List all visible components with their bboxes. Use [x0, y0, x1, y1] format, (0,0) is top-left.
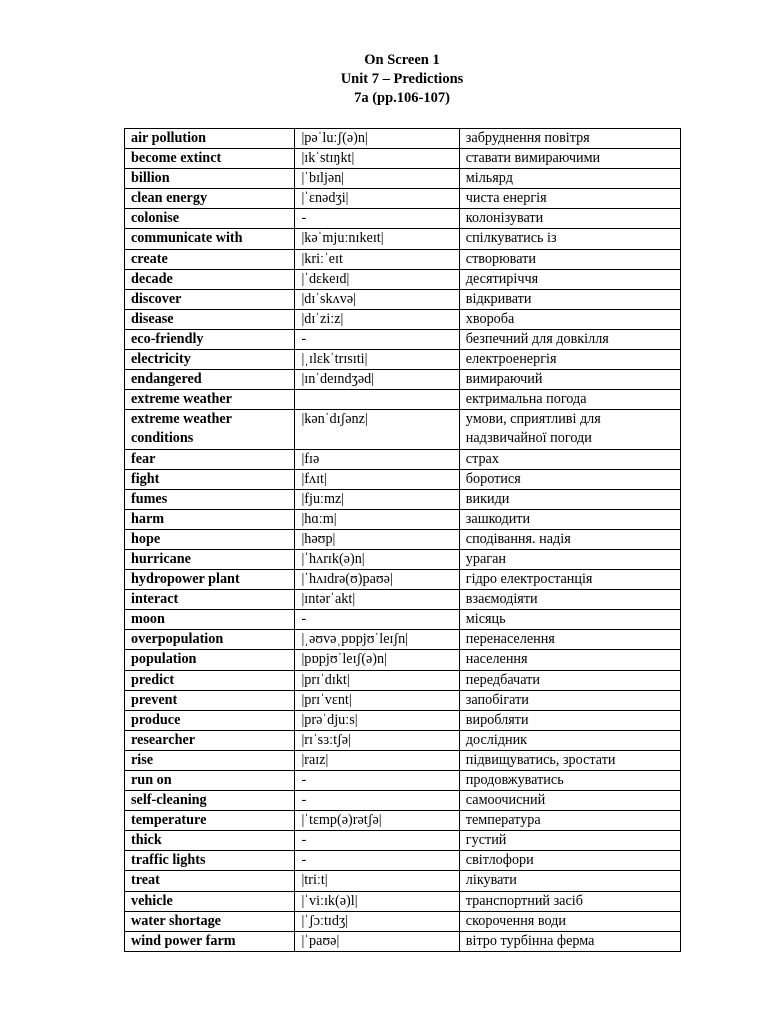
transcription-cell: |prɪˈdɪkt|	[295, 670, 459, 690]
table-row	[125, 690, 681, 710]
translation-cell: створювати	[459, 249, 680, 269]
word-cell: temperature	[125, 811, 295, 831]
table-row	[125, 630, 681, 650]
word-cell: vehicle	[125, 891, 295, 911]
translation-cell: температура	[459, 811, 680, 831]
table-row	[125, 370, 681, 390]
table-row	[125, 229, 681, 249]
transcription-cell: |ɪnˈdeɪndʒəd|	[295, 370, 459, 390]
table-row	[125, 851, 681, 871]
word-cell: create	[125, 249, 295, 269]
word-cell: extreme weather	[125, 390, 295, 410]
transcription-cell: |kriːˈeɪt	[295, 249, 459, 269]
transcription-cell: |fɪə	[295, 449, 459, 469]
translation-cell: сподівання. надія	[459, 529, 680, 549]
transcription-cell: |ˈbɪljən|	[295, 169, 459, 189]
translation-cell: чиста енергія	[459, 189, 680, 209]
table-row	[125, 791, 681, 811]
word-cell: air pollution	[125, 129, 295, 149]
word-cell: overpopulation	[125, 630, 295, 650]
word-cell: fight	[125, 469, 295, 489]
translation-cell: десятиріччя	[459, 269, 680, 289]
transcription-cell: |prɪˈvɛnt|	[295, 690, 459, 710]
word-cell: clean energy	[125, 189, 295, 209]
translation-cell: продовжуватись	[459, 771, 680, 791]
word-cell: run on	[125, 771, 295, 791]
transcription-cell: |fjuːmz|	[295, 489, 459, 509]
transcription-cell: -	[295, 851, 459, 871]
translation-cell: умови, сприятливі для надзвичайної погоди	[459, 410, 680, 449]
transcription-cell: |pɒpjʊˈleɪʃ(ə)n|	[295, 650, 459, 670]
translation-cell: виробляти	[459, 710, 680, 730]
table-row	[125, 750, 681, 770]
table-row	[125, 390, 681, 410]
word-cell: billion	[125, 169, 295, 189]
transcription-cell: |həʊp|	[295, 529, 459, 549]
word-cell: moon	[125, 610, 295, 630]
table-row	[125, 449, 681, 469]
transcription-cell: -	[295, 209, 459, 229]
table-row	[125, 590, 681, 610]
word-cell: water shortage	[125, 911, 295, 931]
transcription-cell: |ˈhʌrɪk(ə)n|	[295, 549, 459, 569]
table-row	[125, 931, 681, 951]
table-row	[125, 410, 681, 449]
table-row	[125, 549, 681, 569]
table-row	[125, 169, 681, 189]
translation-cell: передбачати	[459, 670, 680, 690]
transcription-cell: |triːt|	[295, 871, 459, 891]
translation-cell: гідро електростанція	[459, 570, 680, 590]
translation-cell: ектримальна погода	[459, 390, 680, 410]
translation-cell: запобігати	[459, 690, 680, 710]
translation-cell: густий	[459, 831, 680, 851]
table-row	[125, 670, 681, 690]
transcription-cell: |ˈdɛkeɪd|	[295, 269, 459, 289]
transcription-cell: |ˈhʌɪdrə(ʊ)paʊə|	[295, 570, 459, 590]
word-cell: interact	[125, 590, 295, 610]
transcription-cell: |prəˈdjuːs|	[295, 710, 459, 730]
table-row	[125, 871, 681, 891]
transcription-cell: -	[295, 831, 459, 851]
translation-cell: безпечний для довкілля	[459, 329, 680, 349]
translation-cell: ураган	[459, 549, 680, 569]
table-row	[125, 771, 681, 791]
transcription-cell: -	[295, 771, 459, 791]
table-row	[125, 811, 681, 831]
translation-cell: ставати вимираючими	[459, 149, 680, 169]
table-row	[125, 309, 681, 329]
table-row	[125, 529, 681, 549]
translation-cell: підвищуватись, зростати	[459, 750, 680, 770]
translation-cell: колонізувати	[459, 209, 680, 229]
table-row	[125, 189, 681, 209]
transcription-cell: |ˌɪlɛkˈtrɪsɪti|	[295, 350, 459, 370]
translation-cell: вітро турбінна ферма	[459, 931, 680, 951]
transcription-cell	[295, 390, 459, 410]
word-cell: extreme weather conditions	[125, 410, 295, 449]
translation-cell: зашкодити	[459, 509, 680, 529]
word-cell: self-cleaning	[125, 791, 295, 811]
word-cell: eco-friendly	[125, 329, 295, 349]
translation-cell: страх	[459, 449, 680, 469]
transcription-cell: |hɑːm|	[295, 509, 459, 529]
translation-cell: спілкуватись із	[459, 229, 680, 249]
word-cell: population	[125, 650, 295, 670]
word-cell: prevent	[125, 690, 295, 710]
translation-cell: місяць	[459, 610, 680, 630]
translation-cell: перенаселення	[459, 630, 680, 650]
translation-cell: світлофори	[459, 851, 680, 871]
table-row	[125, 509, 681, 529]
translation-cell: забруднення повітря	[459, 129, 680, 149]
table-row	[125, 570, 681, 590]
translation-cell: взаємодіяти	[459, 590, 680, 610]
lesson-title: 7a (pp.106-107)	[354, 90, 450, 106]
translation-cell: скорочення води	[459, 911, 680, 931]
translation-cell: дослідник	[459, 730, 680, 750]
transcription-cell: |ˈɛnədʒi|	[295, 189, 459, 209]
transcription-cell: |ɪkˈstɪŋkt|	[295, 149, 459, 169]
table-row	[125, 610, 681, 630]
translation-cell: викиди	[459, 489, 680, 509]
vocabulary-table	[124, 128, 681, 952]
transcription-cell: |kənˈdɪʃənz|	[295, 410, 459, 449]
table-row	[125, 911, 681, 931]
table-row	[125, 710, 681, 730]
transcription-cell: -	[295, 791, 459, 811]
word-cell: traffic lights	[125, 851, 295, 871]
word-cell: researcher	[125, 730, 295, 750]
word-cell: rise	[125, 750, 295, 770]
word-cell: endangered	[125, 370, 295, 390]
word-cell: produce	[125, 710, 295, 730]
table-row	[125, 891, 681, 911]
table-row	[125, 149, 681, 169]
word-cell: discover	[125, 289, 295, 309]
transcription-cell: |rɪˈsɜːtʃə|	[295, 730, 459, 750]
transcription-cell: |ˈviːɪk(ə)l|	[295, 891, 459, 911]
translation-cell: хвороба	[459, 309, 680, 329]
translation-cell: транспортний засіб	[459, 891, 680, 911]
word-cell: fumes	[125, 489, 295, 509]
word-cell: decade	[125, 269, 295, 289]
vocabulary-table-body	[125, 129, 681, 952]
table-row	[125, 129, 681, 149]
transcription-cell: |dɪˈskʌvə|	[295, 289, 459, 309]
transcription-cell: |ˌəʊvəˌpɒpjʊˈleɪʃn|	[295, 630, 459, 650]
word-cell: hope	[125, 529, 295, 549]
translation-cell: самоочисний	[459, 791, 680, 811]
table-row	[125, 329, 681, 349]
transcription-cell: |fʌɪt|	[295, 469, 459, 489]
table-row	[125, 209, 681, 229]
table-row	[125, 650, 681, 670]
table-row	[125, 469, 681, 489]
word-cell: colonise	[125, 209, 295, 229]
translation-cell: електроенергія	[459, 350, 680, 370]
word-cell: hurricane	[125, 549, 295, 569]
unit-title: Unit 7 – Predictions	[340, 71, 464, 87]
word-cell: disease	[125, 309, 295, 329]
word-cell: predict	[125, 670, 295, 690]
transcription-cell: |ˈpaʊə|	[295, 931, 459, 951]
word-cell: wind power farm	[125, 931, 295, 951]
translation-cell: лікувати	[459, 871, 680, 891]
table-row	[125, 489, 681, 509]
transcription-cell: |raɪz|	[295, 750, 459, 770]
table-row	[125, 289, 681, 309]
transcription-cell: |ˈʃɔːtɪdʒ|	[295, 911, 459, 931]
transcription-cell: |ɪntərˈakt|	[295, 590, 459, 610]
table-row	[125, 831, 681, 851]
translation-cell: вимираючий	[459, 370, 680, 390]
table-row	[125, 730, 681, 750]
word-cell: hydropower plant	[125, 570, 295, 590]
word-cell: fear	[125, 449, 295, 469]
word-cell: become extinct	[125, 149, 295, 169]
table-row	[125, 249, 681, 269]
document-header	[0, 51, 768, 108]
translation-cell: населення	[459, 650, 680, 670]
word-cell: treat	[125, 871, 295, 891]
transcription-cell: |dɪˈziːz|	[295, 309, 459, 329]
translation-cell: відкривати	[459, 289, 680, 309]
word-cell: communicate with	[125, 229, 295, 249]
transcription-cell: -	[295, 329, 459, 349]
word-cell: harm	[125, 509, 295, 529]
table-row	[125, 269, 681, 289]
word-cell: thick	[125, 831, 295, 851]
transcription-cell: |ˈtɛmp(ə)rətʃə|	[295, 811, 459, 831]
transcription-cell: |pəˈluːʃ(ə)n|	[295, 129, 459, 149]
translation-cell: мільярд	[459, 169, 680, 189]
table-row	[125, 350, 681, 370]
transcription-cell: |kəˈmjuːnɪkeɪt|	[295, 229, 459, 249]
translation-cell: боротися	[459, 469, 680, 489]
word-cell: electricity	[125, 350, 295, 370]
transcription-cell: -	[295, 610, 459, 630]
book-title: On Screen 1	[364, 52, 440, 68]
